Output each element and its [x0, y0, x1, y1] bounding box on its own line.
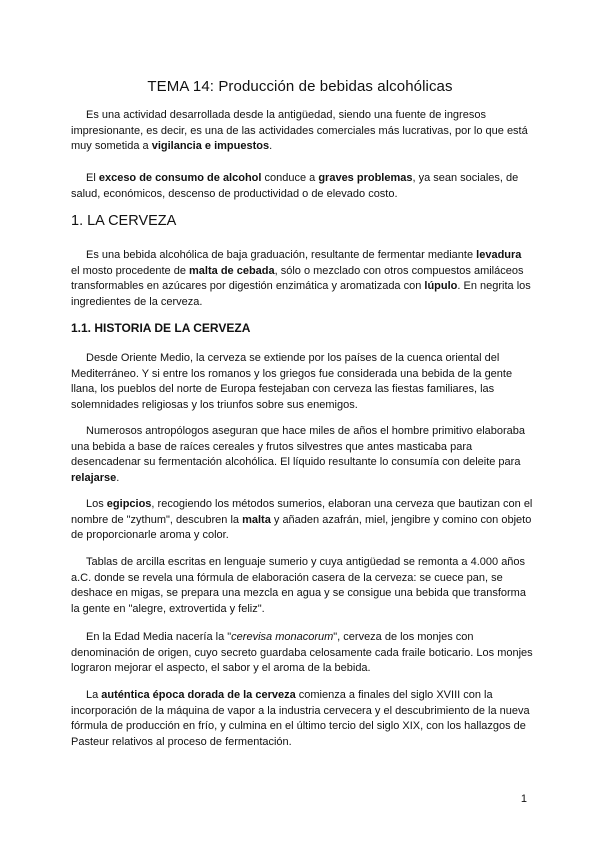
text-run: . En negrita los ingredientes de la cerveza.: [71, 280, 531, 308]
text-run: Es una bebida alcohólica de baja graduación, resultante de fermentar mediante: [86, 249, 477, 261]
historia-paragraph-5: [71, 630, 533, 677]
historia-paragraph-1: [71, 351, 533, 413]
bold-text: relajarse: [71, 471, 117, 484]
bold-text: auténtica época dorada de la cerveza: [101, 689, 296, 701]
subsection-heading-historia: 1.1. HISTORIA DE LA CERVEZA: [71, 321, 251, 335]
text-run: .: [269, 140, 273, 153]
page-number: 1: [520, 793, 527, 805]
historia-paragraph-2: [71, 424, 533, 486]
text-run: El: [86, 172, 99, 184]
text-run: el mosto procedente de: [71, 264, 190, 277]
page-title: TEMA 14: Producción de bebidas alcohólicas: [147, 78, 453, 95]
text-run: conduce a: [261, 172, 319, 184]
text-run: ", cerveza de los monjes con denominación de origen, cuyo secreto guardaba celosamente cada fraile boticario. Los monjes lograron mejorar el aspecto, el sabor y el aroma de la bebida.: [71, 631, 533, 675]
text-run: Tablas de arcilla escritas en lenguaje sumerio y cuya antigüedad se remonta a 4.000 años a.C. donde se revela una fórmula de elaboración casera de la cerveza: se cuece pan, se deshace en migas, se prepara una mezcla en agua y se consigue una bebida que transforma la gente en "alegre, extrovertida y feliz".: [71, 556, 526, 615]
bold-text: malta de cebada: [189, 264, 275, 277]
text-run: , sólo o mezclado con otros compuestos amiláceos transformables en azúcares por digestión enzimática y aromatizada con: [71, 264, 524, 293]
text-run: En la Edad Media nacería la ": [86, 631, 232, 643]
historia-paragraph-4: [71, 555, 533, 617]
bold-text: exceso de consumo de alcohol: [98, 172, 262, 184]
text-run: La: [86, 689, 102, 701]
text-run: , recogiendo los métodos sumerios, elaboran una cerveza que bautizan con el nombre de "zythum", descubren la: [71, 498, 533, 526]
historia-paragraph-6: [71, 688, 533, 750]
text-run: Los: [86, 498, 107, 510]
cerveza-paragraph-1: [71, 248, 533, 310]
text-run: comienza a finales del siglo XVIII con la incorporación de la máquina de vapor a la industria cervecera y el descubrimiento de la nueva fórmula de producción en frío, y culmina en el último tercio del siglo XIX, con los hallazgos de Pasteur relativos al proceso de fermentación.: [71, 689, 530, 748]
bold-text: vigilancia e impuestos: [151, 140, 270, 153]
bold-text: lúpulo: [424, 280, 458, 293]
bold-text: levadura: [476, 249, 522, 261]
text-run: , ya sean sociales, de salud, económicos, descenso de productividad o de elevado costo.: [71, 172, 519, 200]
text-run: y añaden azafrán, miel, jengibre y comino con objeto de proporcionarle aroma y color.: [71, 513, 532, 542]
historia-paragraph-3: [71, 497, 533, 544]
intro-paragraph-2: [71, 171, 533, 202]
intro-paragraph-1: [71, 108, 533, 155]
text-run: .: [116, 471, 120, 484]
text-run: Desde Oriente Medio, la cerveza se extiende por los países de la cuenca oriental del Mediterráneo. Y si entre los romanos y los griegos fue considerada una bebida de la gente llana, los pueblos del norte de Europa festejaban con cerveza las fiestas familiares, las solemnidades religiosas y los triunfos sobre sus enemigos.: [71, 352, 513, 411]
italic-text: cerevisa monacorum: [231, 631, 334, 643]
text-run: Es una actividad desarrollada desde la antigüedad, siendo una fuente de ingresos impresionante, es decir, es una de las actividades comerciales más lucrativas, por lo que está muy sometida a: [71, 109, 528, 153]
section-heading-cerveza: 1. LA CERVEZA: [71, 213, 177, 229]
text-run: Numerosos antropólogos aseguran que hace miles de años el hombre primitivo elaboraba una bebida a base de raíces cereales y frutos silvestres que antes masticaba para desencadenar su fermentación alcohólica. El líquido resultante lo consumía con deleite para: [71, 425, 526, 469]
bold-text: malta: [242, 513, 271, 526]
bold-text: graves problemas: [318, 172, 413, 184]
bold-text: egipcios: [106, 498, 152, 510]
